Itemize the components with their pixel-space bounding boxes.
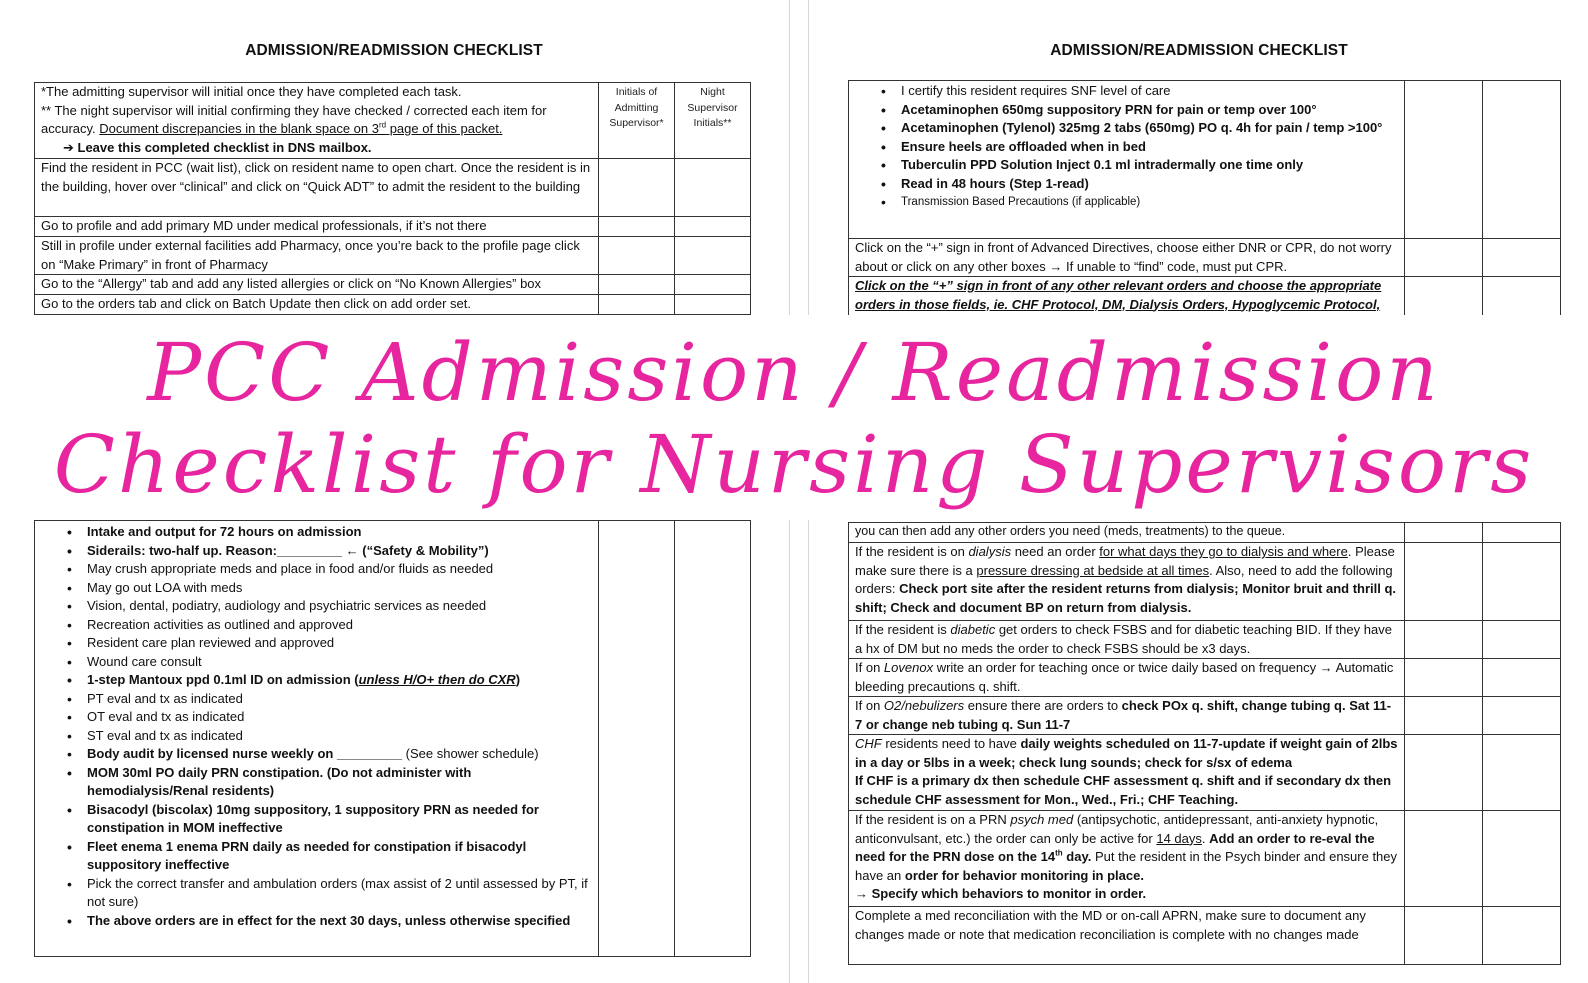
row-text: Find the resident in PCC (wait list), click on resident name to open chart. Once the resident is in the building, hover over “clinical” and click on “Quick ADT” to admit the resident to the building [35,159,599,217]
text-span: If the resident is on a PRN [855,812,1011,827]
mantoux-text: 1-step Mantoux ppd 0.1ml ID on admission ( [87,672,359,687]
row-text: Complete a med reconciliation with the MD or on-call APRN, make sure to document any changes made or note that medication reconciliation is complete with no changes made [849,907,1405,965]
admitting-initials-cell[interactable] [1405,543,1483,621]
right-top-checklist-table [848,80,1561,317]
night-initials-cell[interactable] [1483,81,1561,239]
admitting-initials-cell[interactable] [1405,621,1483,659]
text-span: pressure dressing at bedside at all times [976,562,1210,578]
text-span: If CHF is a primary dx then schedule CHF assessment q. shift and if secondary dx then schedule CHF assessment for Mon., Wed., Fri.; CHF Teaching. [855,773,1392,807]
text-span: residents need to have [881,736,1021,751]
table-row [849,697,1561,735]
list-item: • Transmission Based Precautions (if applicable) [855,193,1398,212]
list-item [41,671,592,690]
list-item: • The above orders are in effect for the next 30 days, unless otherwise specified [41,912,592,931]
body-audit-text: Body audit by licensed nurse weekly on _________ [87,746,403,761]
list-item: • Vision, dental, podiatry, audiology and psychiatric services as needed [41,597,592,616]
list-item: • May go out LOA with meds [41,579,592,598]
list-item: • Recreation activities as outlined and approved [41,616,592,635]
table-row [849,81,1561,239]
text-span: get orders to check FSBS and for diabetic teaching BID. If they have a hx of DM but no meds the order to check FSBS should be x3 days. [855,622,1392,656]
admitting-initials-cell[interactable] [599,159,675,217]
night-initials-cell[interactable] [1483,543,1561,621]
list-item: • Tuberculin PPD Solution Inject 0.1 ml intradermally one time only [855,156,1398,175]
night-initials-cell[interactable] [675,275,751,295]
admitting-initials-cell[interactable] [599,237,675,275]
admitting-initials-cell[interactable] [1405,81,1483,239]
table-row [35,83,751,159]
night-initials-cell[interactable] [1483,735,1561,811]
table-row [35,217,751,237]
left-top-checklist-table [34,82,751,315]
text-span: day. [1062,849,1092,864]
admitting-initials-cell[interactable] [1405,907,1483,965]
diabetic-row [849,621,1405,659]
row-text: Still in profile under external facilities add Pharmacy, once you’re back to the profile page click on “Make Primary” in front of Pharmacy [35,237,599,275]
table-row [35,521,751,957]
text-span: th [1055,848,1063,858]
row-text: Go to the orders tab and click on Batch Update then click on add order set. [35,295,599,315]
list-item [41,745,592,764]
certify-bullet-list [855,82,1398,212]
text-span: If on [855,660,884,675]
list-item: • OT eval and tx as indicated [41,708,592,727]
double-star-note [41,102,592,139]
chf-row [849,735,1405,811]
banner-title-line-2: Checklist for Nursing Supervisors [53,418,1535,511]
list-item: • May crush appropriate meds and place in food and/or fluids as needed [41,560,592,579]
double-star-note-text: ** The night supervisor will initial confirming they have checked / corrected each item for accuracy. [41,102,547,136]
dialysis-row [849,543,1405,621]
admitting-initials-cell[interactable] [1405,239,1483,277]
table-row [35,159,751,217]
admitting-initials-cell[interactable] [1405,523,1483,543]
list-item: • Resident care plan reviewed and approved [41,634,592,653]
row-text: Click on the “+” sign in front of Advanced Directives, choose either DNR or CPR, do not worry about or click on any other boxes → If unable to “find” code, must put CPR. [849,239,1405,277]
text-span: → Specify which behaviors to monitor in order. [855,886,1147,901]
list-item: • Wound care consult [41,653,592,672]
night-initials-cell[interactable] [1483,621,1561,659]
admitting-initials-cell[interactable] [599,521,675,957]
table-row [35,275,751,295]
table-row [849,523,1561,543]
admitting-initials-header: Initials of Admitting Supervisor* [599,83,675,159]
banner-title-line-1: PCC Admission / Readmission [147,326,1441,419]
discrepancy-pre: Document discrepancies in the blank space on 3 [99,121,379,136]
admitting-initials-cell[interactable] [599,217,675,237]
table-row [35,295,751,315]
right-page-title: ADMISSION/READMISSION CHECKLIST [1050,42,1348,59]
certify-bullets-cell [849,81,1405,239]
table-row [849,811,1561,907]
text-span: daily weights scheduled on 11-7-update if weight gain of 2lbs in a day or 5lbs in a week; check lung sounds; check for s/sx of edema [855,736,1398,770]
intro-cell [35,83,599,159]
list-item: • I certify this resident requires SNF level of care [855,82,1398,101]
night-initials-cell[interactable] [675,159,751,217]
text-span: CHF [855,736,882,751]
list-item: • Ensure heels are offloaded when in bed [855,138,1398,157]
body-audit-extra: (See shower schedule) [402,746,539,761]
text-span: dialysis [968,544,1012,559]
night-initials-cell[interactable] [675,295,751,315]
admitting-initials-cell[interactable] [1405,811,1483,907]
text-span: O2/nebulizers [883,698,965,713]
mantoux-extra: unless H/O+ then do CXR [358,672,516,687]
list-item: • Fleet enema 1 enema PRN daily as needed for constipation if bisacodyl suppository ineffective [41,838,592,875]
o2-row [849,697,1405,735]
order-set-bullet-list [41,523,592,930]
text-span: diabetic [950,622,996,637]
row-text: Click on the “+” sign in front of any other relevant orders and choose the appropriate orders in those fields, ie. CHF Protocol, DM, Dialysis Orders, Hypoglycemic Protocol, [849,277,1405,317]
text-span: Put the resident in the Psych binder and ensure they have an [855,849,1398,883]
night-initials-cell[interactable] [1483,697,1561,735]
text-span: . [1201,830,1210,846]
text-span: 14 days [1156,830,1202,846]
discrepancy-sup: rd [378,120,387,130]
text-span: Lovenox [883,660,934,675]
night-initials-cell[interactable] [675,237,751,275]
text-span: for what days they go to dialysis and where [1099,544,1348,559]
admitting-initials-cell[interactable] [599,275,675,295]
list-item: • Read in 48 hours (Step 1-read) [855,175,1398,194]
list-item: • Pick the correct transfer and ambulation orders (max assist of 2 until assessed by PT, if not sure) [41,875,592,912]
leave-note: ➔ Leave this completed checklist in DNS mailbox. [63,139,372,155]
admitting-initials-cell[interactable] [1405,277,1483,317]
text-span: order for behavior monitoring in place. [904,867,1144,883]
admitting-initials-cell[interactable] [1405,697,1483,735]
text-span: . Also, need to add the following orders: [855,562,1393,596]
row-text: you can then add any other orders you need (meds, treatments) to the queue. [849,523,1405,543]
night-initials-header: Night Supervisor Initials** [675,83,751,159]
discrepancy-post: page of this packet. [386,121,503,136]
star-note: *The admitting supervisor will initial once they have completed each task. [41,84,462,99]
admitting-initials-cell[interactable] [1405,659,1483,697]
row-text: Go to the “Allergy” tab and add any listed allergies or click on “No Known Allergies” box [35,275,599,295]
left-bottom-checklist-table [34,520,751,957]
title-banner [0,315,1588,520]
list-item: • MOM 30ml PO daily PRN constipation. (Do not administer with hemodialysis/Renal residents) [41,764,592,801]
text-span: If the resident is on [855,544,969,559]
left-page-title: ADMISSION/READMISSION CHECKLIST [245,42,543,59]
admitting-initials-cell[interactable] [599,295,675,315]
list-item: • Bisacodyl (biscolax) 10mg suppository, 1 suppository PRN as needed for constipation in MOM ineffective [41,801,592,838]
table-row [849,543,1561,621]
text-span: If on [855,698,884,713]
night-initials-cell[interactable] [675,217,751,237]
text-span: If the resident is [855,622,951,637]
list-item: • Acetaminophen (Tylenol) 325mg 2 tabs (650mg) PO q. 4h for pain / temp >100° [855,119,1398,138]
table-row [849,277,1561,317]
text-span: ensure there are orders to [964,698,1122,713]
admitting-initials-cell[interactable] [1405,735,1483,811]
table-row [35,237,751,275]
mantoux-after: ) [515,672,521,687]
table-row [849,907,1561,965]
night-initials-cell[interactable] [1483,659,1561,697]
night-initials-cell[interactable] [675,521,751,957]
list-item: • Intake and output for 72 hours on admission [41,523,592,542]
table-row [849,735,1561,811]
text-span: . Please make sure there is a [855,544,1395,578]
text-span: check POx q. shift, change tubing q. Sat 11-7 or change neb tubing q. Sun 11-7 [855,698,1392,732]
order-set-bullets-cell [35,521,599,957]
psych-row [849,811,1405,907]
list-item: • Acetaminophen 650mg suppository PRN for pain or temp over 100° [855,101,1398,120]
night-initials-cell[interactable] [1483,277,1561,317]
table-row [849,659,1561,697]
text-span: Add an order to re-eval the need for the PRN dose on the 14 [855,830,1375,864]
lovenox-row [849,659,1405,697]
night-initials-cell[interactable] [1483,523,1561,543]
night-initials-cell[interactable] [1483,239,1561,277]
table-row [849,239,1561,277]
row-text: Go to profile and add primary MD under medical professionals, if it’s not there [35,217,599,237]
list-item: • PT eval and tx as indicated [41,690,592,709]
night-initials-cell[interactable] [1483,907,1561,965]
list-item: • Siderails: two-half up. Reason:_________ ← (“Safety & Mobility”) [41,542,592,561]
text-span: psych med [1010,812,1074,827]
text-span: Check port site after the resident returns from dialysis; Monitor bruit and thrill q. shift; Check and document BP on return from dialysis. [855,581,1397,615]
table-row [849,621,1561,659]
right-bottom-checklist-table [848,522,1561,965]
night-initials-cell[interactable] [1483,811,1561,907]
list-item: • ST eval and tx as indicated [41,727,592,746]
text-span: need an order [1011,544,1100,559]
text-span: (antipsychotic, antidepressant, anti-anxiety hypnotic, anticonvulsant, etc.) the order can only be active for [855,812,1379,846]
text-span: write an order for teaching once or twice daily based on frequency → Automatic bleeding precautions q. shift. [855,660,1394,694]
